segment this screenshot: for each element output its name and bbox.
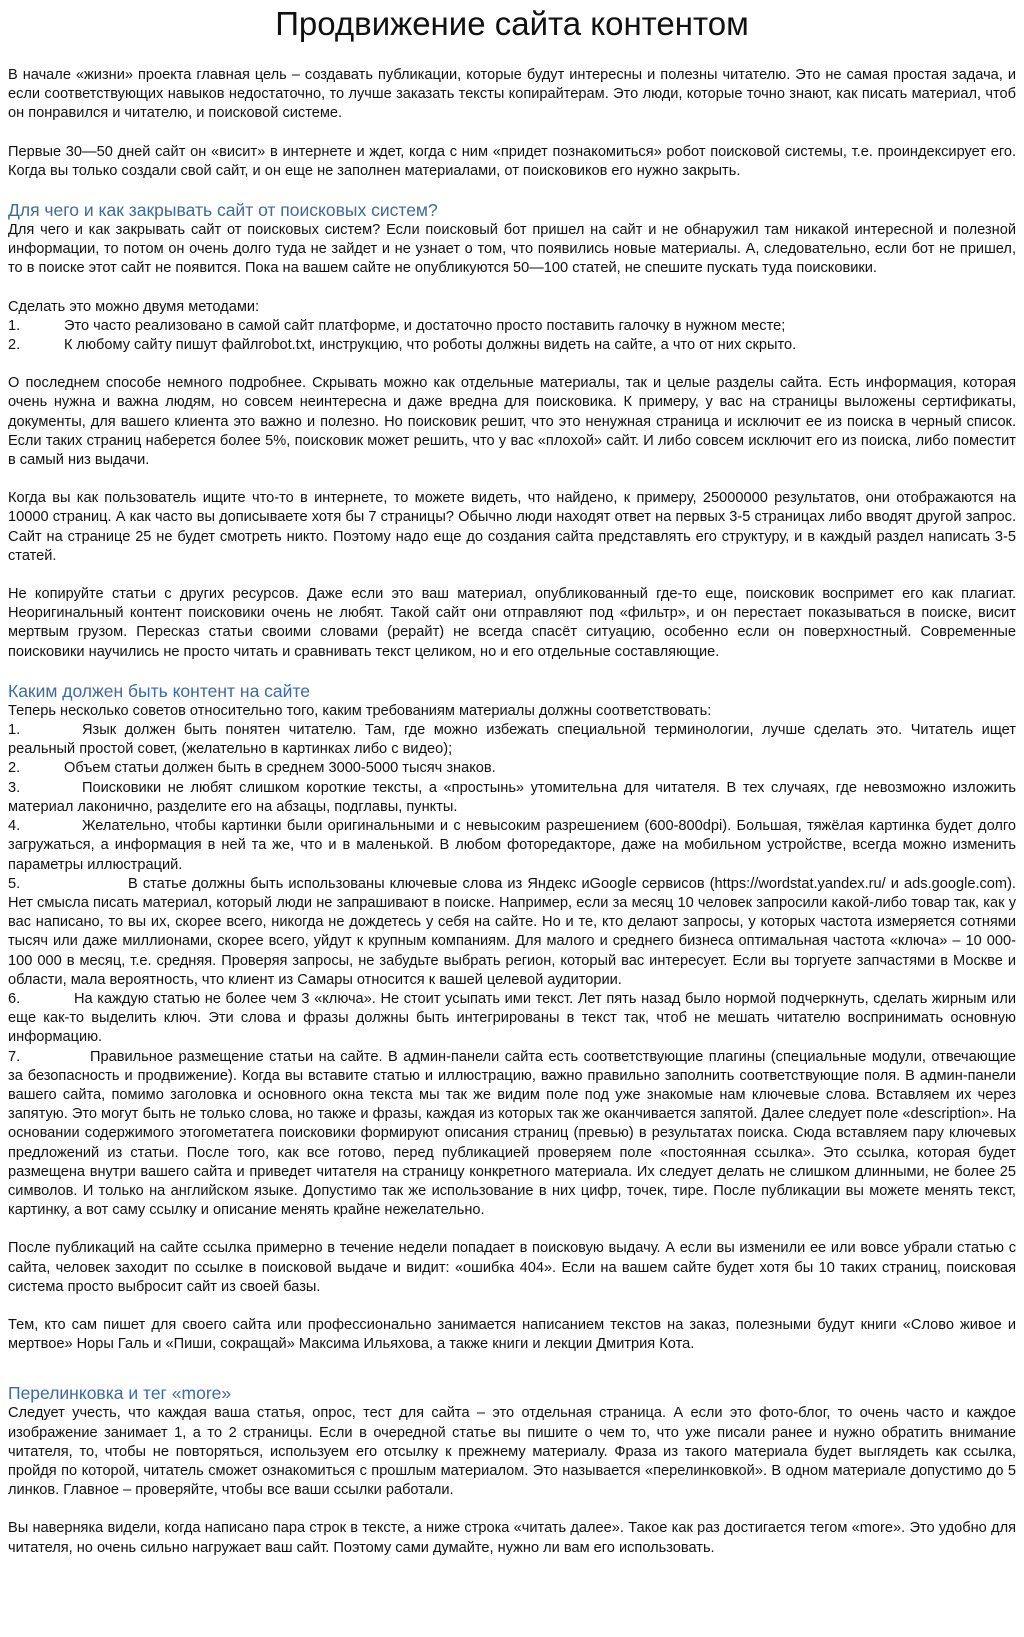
list-item: [8, 317, 1016, 336]
list-text: Правильное размещение статьи на сайте. В админ-панели сайта есть соответствующие плагины (специальные модули, отвечающие за безопасность и продвижение). Когда вы вставите статью и иллюстрацию, важно правильно заполнить соответствующие поля. В админ-панели вашего сайта, помимо заголовка и основного окна текста мы так же видим поле под уже знакомые нам ключевые слова. Вставляем их через запятую. Это могут быть не только слова, но также и фразы, каждая из которых так же оканчивается запятой. Далее следует поле «description». На основании содержимого этогометатега поисковики формируют описания страниц (превью) в результатах поиска. Сюда вставляем пару ключевых предложений из статьи. После того, как все готово, перед публикацией проверяем поле «постоянная ссылка». Это ссылка, которая будет размещена внутри вашего сайта и приведет читателя на страницу конкретного материала. Их следует делать не слишком длинными, не более 25 символов. И только на английском языке. Допустимо так же использование в них цифр, точек, тире. После публикации вы можете менять текст, картинку, а вот саму ссылку и описание менять крайне нежелательно.: [8, 1048, 1016, 1219]
section3-paragraph-1: Следует учесть, что каждая ваша статья, опрос, тест для сайта – это отдельная страница. А если это фото-блог, то очень часто и каждое изображение занимает 1, а то 2 страницы. Если в очередной статье вы пишите о чем то, что уже писали ранее и нужно обратить внимание читателя, то, чтобы не повторяться, используем его отсылку к прежнему материалу. Фраза из такого материала будет выглядеть как ссылка, пройдя по которой, читатель сможет ознакомиться с прошлым материалом. Это называется «перелинковкой». В одном материале допустимо до 5 линков. Главное – проверяйте, чтобы все ваши ссылки работали.: [8, 1405, 1016, 1499]
list-text: Это часто реализовано в самой сайт платформе, и достаточно просто поставить галочку в нужном месте;: [64, 317, 786, 334]
list-item: [8, 1048, 1016, 1221]
page-title: Продвижение сайта контентом: [275, 5, 749, 42]
section2-lead: Теперь несколько советов относительно того, каким требованиям материалы должны соответствовать:: [8, 702, 712, 719]
list-item: [8, 336, 1016, 355]
list-number: 2.: [8, 760, 21, 777]
list-number: 3.: [8, 779, 21, 796]
list-text: Объем статьи должен быть в среднем 3000-5000 тысяч знаков.: [64, 760, 496, 777]
list-number: 6.: [8, 990, 21, 1007]
list-text: Язык должен быть понятен читателю. Там, где можно избежать специальной терминологии, лучше сделать это. Читатель ищет реальный простой совет, (желательно в картинках либо с видео);: [8, 722, 1016, 758]
section-heading-close-site: Для чего и как закрывать сайт от поисковых систем?: [8, 200, 438, 221]
section1-paragraph-1: Для чего и как закрывать сайт от поисковых систем? Если поисковый бот пришел на сайт и не обнаружил там никакой интересной и полезной информации, то потом он очень долго туда не зайдет и не узнает о том, что появились новые материалы. А, следовательно, если бот не пришел, то в поиске этот сайт не появится. Пока на вашем сайте не опубликуются 50—100 статей, не спешите пускать туда поисковики.: [8, 222, 1016, 277]
section1-paragraph-3: О последнем способе немного подробнее. Скрывать можно как отдельные материалы, так и целые разделы сайта. Есть информация, которая очень нужна и важна людям, но совсем неинтересна и даже вредна для поисковика. К примеру, у вас на страницы выложены сертификаты, документы, для вашего клиента это важно и полезно. Но поисковик решит, что это ненужная страница и исключит ее из поиска в черный список. Если таких страниц наберется более 5%, поисковик может решить, что у вас «плохой» сайт. И либо совсем исключит его из поиска, либо поместит в самый низ выдачи.: [8, 375, 1016, 469]
list-text: В статье должны быть использованы ключевые слова из Яндекс иGoogle сервисов (https://wordstat.yandex.ru/ и ads.google.com). Нет смысла писать материал, который люди не запрашивают в поиске. Например, если за месяц 10 человек запросили какой-либо товар так, как у вас написано, то вы их, скорее всего, никогда не дождетесь у себя на сайте. Но и те, кто делают запросы, у которых частота измеряется сотнями тысяч или даже миллионами, скорее всего, уйдут к крупным компаниям. Для малого и среднего бизнеса оптимальная частота «ключа» – 10 000-100 000 в месяц, т.е. средняя. Проверяя запросы, не забудьте выбрать регион, который вас интересует. Если вы торгуете запчастями в Москве и области, мала вероятность, что клиент из Самары относится к вашей целевой аудитории.: [8, 875, 1016, 988]
section1-paragraph-5: Не копируйте статьи с других ресурсов. Даже если это ваш материал, опубликованный где-то еще, поисковик воспримет его как плагиат. Неоригинальный контент поисковики очень не любят. Такой сайт они отправляют под «фильтр», и он перестает показываться в поиске, висит мертвым грузом. Пересказ статьи своими словами (рерайт) не всегда спасёт ситуацию, особенно если он поверхностный. Современные поисковики научились не просто читать и сравнивать текст целиком, но и его отдельные составляющие.: [8, 586, 1016, 660]
list-text: К любому сайту пишут файлrobot.txt, инструкцию, что роботы должны видеть на сайте, а что от них скрыто.: [64, 337, 797, 354]
section1-paragraph-4: Когда вы как пользователь ищите что-то в интернете, то можете видеть, что найдено, к примеру, 25000000 результатов, они отображаются на 10000 страниц. А как часто вы дописываете хотя бы 7 страницы? Обычно люди находят ответ на первых 3-5 страницах либо вводят другой запрос. Сайт на странице 25 не будет смотреть никто. Поэтому надо еще до создания сайта представлять его структуру, и в каждый раздел написать 3-5 статей.: [8, 490, 1016, 564]
section-heading-linking: Перелинковка и тег «more»: [8, 1383, 232, 1404]
section1-paragraph-2: Сделать это можно двумя методами:: [8, 298, 260, 315]
section3-paragraph-2: Вы наверняка видели, когда написано пара строк в тексте, а ниже строка «читать далее». Такое как раз достигается тегом «more». Это удобно для читателя, но очень сильно нагружает ваш сайт. Поэтому сами думайте, нужно ли вам его использовать.: [8, 1520, 1016, 1556]
list-item: [8, 779, 1016, 817]
list-item: [8, 721, 1016, 759]
intro-paragraph-2: Первые 30—50 дней сайт он «висит» в интернете и ждет, когда с ним «придет познакомиться» робот поисковой системы, т.е. проиндексирует его. Когда вы только создали свой сайт, и он еще не заполнен материалами, от поисковиков его нужно закрыть.: [8, 143, 1016, 179]
list-item: [8, 875, 1016, 990]
section-heading-content: Каким должен быть контент на сайте: [8, 680, 310, 701]
list-item: [8, 817, 1016, 875]
list-item: [8, 759, 1016, 778]
list-number: 7.: [8, 1048, 21, 1065]
section2-paragraph-1: После публикаций на сайте ссылка примерно в течение недели попадает в поисковую выдачу. А если вы изменили ее или вовсе убрали статью с сайта, человек заходит по ссылке в поисковой выдаче и видит: «ошибка 404». Если на вашем сайте будет хотя бы 10 таких страниц, поисковая система просто выбросит сайт из своей базы.: [8, 1240, 1016, 1295]
document-page: [0, 4, 1024, 1558]
list-number: 1.: [8, 722, 21, 739]
list-number: 4.: [8, 818, 21, 835]
list-text: Желательно, чтобы картинки были оригинальными и с невысоким разрешением (600-800dpi). Большая, тяжёлая картинка будет долго загружаться, а информация в ней та же, что и в маленькой. В любом фоторедакторе, даже на мобильном устройстве, всегда можно изменить параметры иллюстраций.: [8, 818, 1016, 873]
list-number: 2.: [8, 337, 21, 354]
list-item: [8, 990, 1016, 1048]
list-text: Поисковики не любят слишком короткие тексты, а «простынь» утомительна для читателя. В тех случаях, где невозможно изложить материал лаконично, разделите его на абзацы, подглавы, пункты.: [8, 779, 1016, 815]
list-number: 5.: [8, 875, 21, 892]
section2-paragraph-2: Тем, кто сам пишет для своего сайта или профессионально занимается написанием текстов на заказ, полезными будут книги «Слово живое и мертвое» Норы Галь и «Пиши, сокращай» Максима Ильяхова, а также книги и лекции Дмитрия Кота.: [8, 1316, 1016, 1353]
list-text: На каждую статью не более чем 3 «ключа». Не стоит усыпать ими текст. Лет пять назад было нормой подчеркнуть, сделать жирным или еще как-то выделить ключ. Эти слова и фразы должны быть интегрированы в текст так, чтоб не мешать читателю воспринимать основную информацию.: [8, 990, 1016, 1046]
list-number: 1.: [8, 317, 21, 334]
intro-paragraph-1: В начале «жизни» проекта главная цель – создавать публикации, которые будут интересны и полезны читателю. Это не самая простая задача, и если соответствующих навыков недостаточно, то лучше заказать тексты копирайтерам. Это люди, которые точно знают, как писать материал, чтоб он понравился и читателю, и поисковой системе.: [8, 67, 1016, 122]
